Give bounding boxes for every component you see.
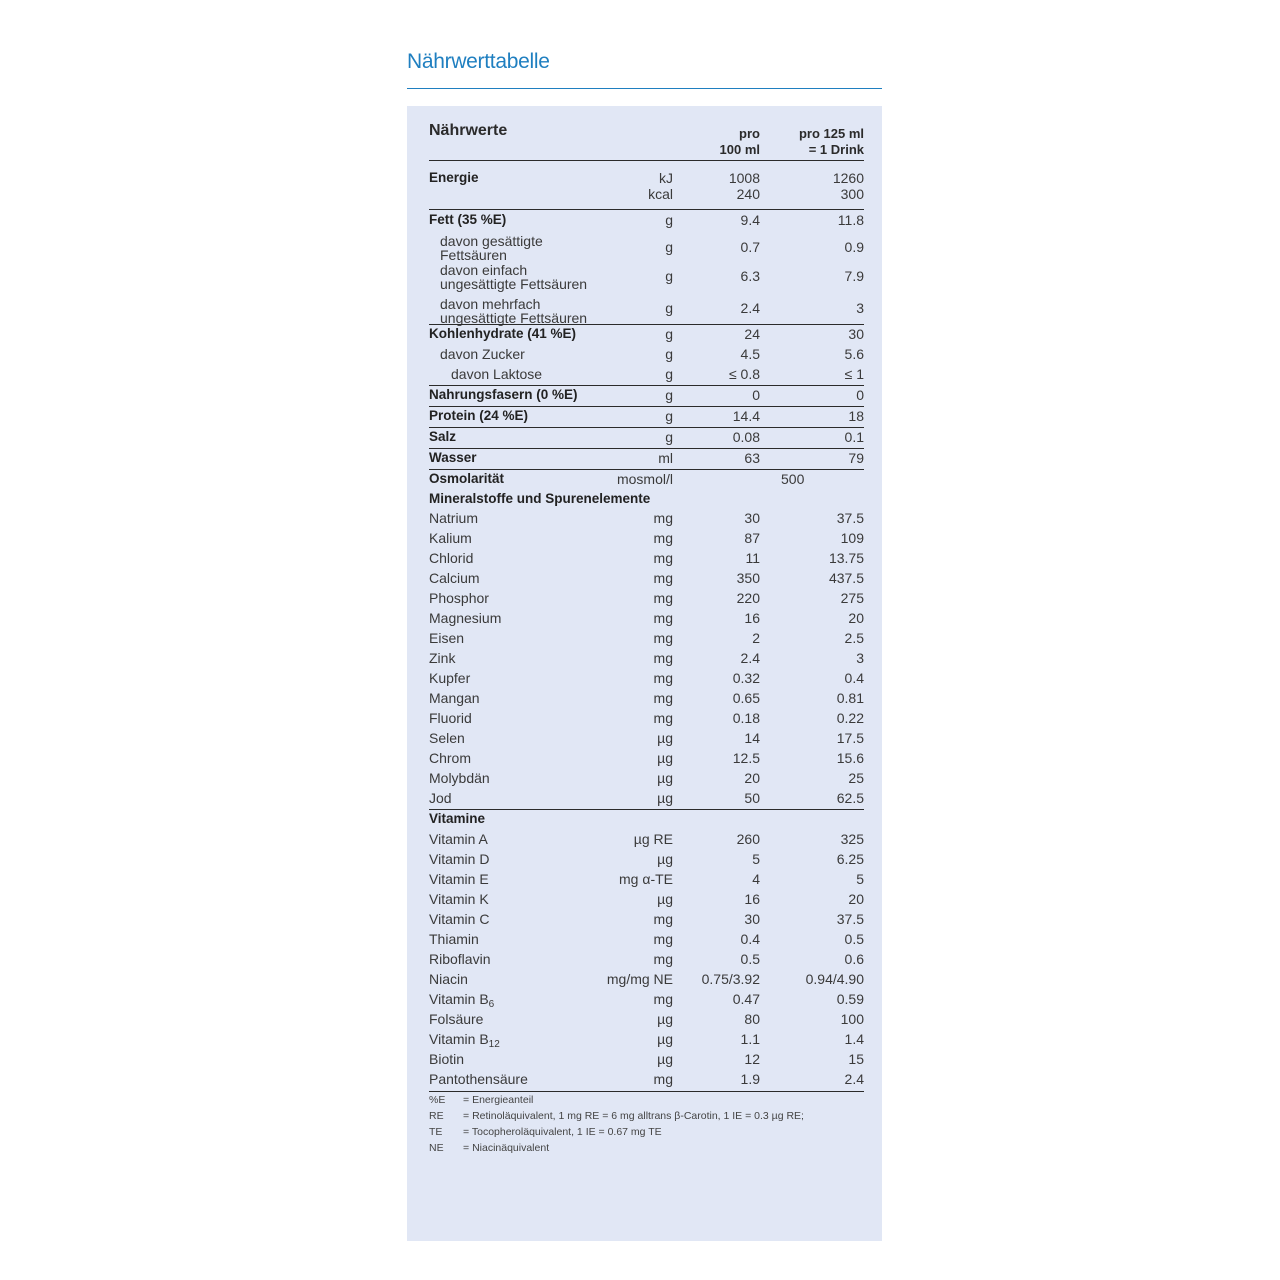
row-value-drink: 17.5 <box>836 730 864 746</box>
row-value-100ml: 4 <box>752 871 760 887</box>
table-row <box>429 749 864 769</box>
row-value-drink: 0.59 <box>836 991 864 1007</box>
row-label: Vitamin C <box>429 911 490 927</box>
row-value-drink: 0.5 <box>844 931 864 947</box>
row-value-drink: 6.25 <box>836 851 864 867</box>
table-row <box>429 569 864 589</box>
row-label: Zink <box>429 650 456 666</box>
row-label: Vitamin D <box>429 851 490 867</box>
row-label: davon einfach ungesättigte Fettsäuren <box>440 262 588 292</box>
row-value-100ml: 2.4 <box>740 300 760 316</box>
row-unit: µg <box>657 851 673 867</box>
row-value-drink: 3 <box>856 300 864 316</box>
row-label: Magnesium <box>429 610 502 626</box>
row-label: Biotin <box>429 1051 465 1067</box>
row-label: Pantothensäure <box>429 1071 528 1087</box>
row-unit: µg <box>657 790 673 806</box>
row-label: Vitamin K <box>429 891 489 907</box>
table-row <box>429 970 864 990</box>
row-value-drink: 11.8 <box>837 212 864 228</box>
title-divider <box>407 88 882 89</box>
row-value-100ml: 2.4 <box>740 650 760 666</box>
row-unit: µg <box>657 750 673 766</box>
row-unit: µg <box>657 1031 673 1047</box>
row-value-100ml: 9.4 <box>740 212 760 228</box>
row-value-drink: 20 <box>848 891 864 907</box>
row-value-100ml: 1.9 <box>740 1071 760 1087</box>
table-row <box>429 549 864 569</box>
table-row <box>429 529 864 549</box>
footnote <box>429 1124 804 1140</box>
footnote-equals: = <box>463 1142 473 1154</box>
table-row <box>429 910 864 930</box>
table-row <box>429 950 864 970</box>
table-row <box>429 365 864 385</box>
energy-value-100ml: 1008 240 <box>728 170 760 202</box>
row-label: Chlorid <box>429 550 474 566</box>
row-value-100ml: 14.4 <box>732 408 760 424</box>
energy-units: kJ kcal <box>648 170 673 202</box>
footnote-equals: = <box>463 1094 473 1106</box>
row-value-drink: 20 <box>848 610 864 626</box>
row-value-100ml: 16 <box>744 610 760 626</box>
row-label: Vitamin A <box>429 831 488 847</box>
row-value-100ml: 14 <box>744 730 760 746</box>
row-value-drink: 79 <box>848 450 864 466</box>
row-label: Riboflavin <box>429 951 491 967</box>
row-label: Vitamin $B_6$ <box>429 991 495 1010</box>
footnote-key: TE <box>429 1126 443 1138</box>
row-value-drink: 30 <box>848 326 864 342</box>
row-label: Niacin <box>429 971 468 987</box>
row-value-drink: 62.5 <box>836 790 864 806</box>
row-unit: mg/mg NE <box>606 971 673 987</box>
table-row <box>429 729 864 749</box>
row-value-drink: 5.6 <box>844 346 864 362</box>
row-value-drink: 1.4 <box>844 1031 864 1047</box>
table-row <box>429 262 864 291</box>
row-label: davon Laktose <box>451 366 543 382</box>
table-row <box>429 385 864 406</box>
row-value-drink: 2.4 <box>844 1071 864 1087</box>
row-unit: mosmol/l <box>616 471 673 487</box>
row-value-100ml: 11 <box>745 550 760 566</box>
row-unit: g <box>665 326 673 342</box>
row-value-100ml: 30 <box>744 510 760 526</box>
table-row <box>429 427 864 448</box>
row-value-100ml: 350 <box>736 570 760 586</box>
row-unit: g <box>665 408 673 424</box>
row-value-100ml: 0.65 <box>732 690 760 706</box>
row-value-drink: 0.1 <box>844 429 864 445</box>
footnote-key: RE <box>429 1110 444 1122</box>
table-row <box>429 1010 864 1030</box>
footnote <box>429 1108 804 1124</box>
row-unit: mg α-TE <box>619 871 673 887</box>
row-label: Folsäure <box>429 1011 484 1027</box>
row-unit: µg <box>657 730 673 746</box>
row-unit: g <box>665 212 673 228</box>
row-label: Osmolarität <box>429 471 505 486</box>
row-unit: g <box>665 300 673 316</box>
table-row <box>429 990 864 1010</box>
row-value-100ml: 12.5 <box>732 750 760 766</box>
row-value-100ml: 0.32 <box>732 670 760 686</box>
footnote-equals: = <box>463 1110 473 1122</box>
row-label: Salz <box>429 429 457 444</box>
row-value-100ml: 4.5 <box>740 346 760 362</box>
row-label: davon mehrfach ungesättigte Fettsäuren <box>440 296 588 326</box>
row-unit: µg <box>657 1011 673 1027</box>
row-value-drink: 37.5 <box>836 510 864 526</box>
row-label: Kalium <box>429 530 472 546</box>
row-value-100ml: 0.4 <box>740 931 760 947</box>
row-unit: mg <box>653 1071 673 1087</box>
row-unit: µg <box>657 1051 673 1067</box>
row-value-100ml: 0.18 <box>732 710 760 726</box>
row-label: Thiamin <box>429 931 479 947</box>
row-value-drink: 275 <box>840 590 864 606</box>
row-value-100ml: 30 <box>744 911 760 927</box>
table-row <box>429 1070 864 1091</box>
row-unit: g <box>665 346 673 362</box>
row-value-100ml: 6.3 <box>740 268 760 284</box>
row-value-100ml: ≤ 0.8 <box>728 366 760 382</box>
row-unit: µg RE <box>633 831 673 847</box>
row-value-drink: 13.75 <box>828 550 864 566</box>
row-value-100ml: 0.47 <box>732 991 760 1007</box>
row-label: Fett (35 %E) <box>429 212 507 227</box>
row-unit: g <box>665 429 673 445</box>
row-unit: mg <box>653 931 673 947</box>
row-unit: mg <box>653 530 673 546</box>
row-unit: ml <box>658 450 673 466</box>
row-value-drink: 5 <box>856 871 864 887</box>
row-value-drink: 437.5 <box>828 570 864 586</box>
row-value-100ml: 0.7 <box>740 239 760 255</box>
table-row <box>429 345 864 365</box>
row-value-drink: 0.6 <box>844 951 864 967</box>
row-unit: mg <box>653 550 673 566</box>
row-value-drink: 100 <box>840 1011 864 1027</box>
row-label: davon Zucker <box>440 346 525 362</box>
row-label: Jod <box>429 790 452 806</box>
nutrition-panel <box>407 106 882 1241</box>
row-value-100ml: 5 <box>752 851 760 867</box>
table-row <box>429 830 864 850</box>
header-col-per-drink: pro 125 ml = 1 Drink <box>798 126 864 157</box>
row-value-100ml: 20 <box>744 770 760 786</box>
footnote <box>429 1140 804 1156</box>
row-value-100ml: 12 <box>744 1051 760 1067</box>
footnote-equals: = <box>463 1126 472 1138</box>
row-unit: mg <box>653 670 673 686</box>
table-row <box>429 629 864 649</box>
row-value-drink: 0.9 <box>844 239 864 255</box>
row-label: Protein (24 %E) <box>429 408 529 423</box>
row-unit: mg <box>653 991 673 1007</box>
table-row <box>429 789 864 809</box>
table-row <box>429 769 864 789</box>
row-value-combined: 500 <box>781 471 805 487</box>
row-value-drink: 0.94/4.90 <box>805 971 864 987</box>
row-unit: µg <box>657 891 673 907</box>
row-label: Eisen <box>429 630 465 646</box>
row-unit: g <box>665 387 673 403</box>
row-label-subscript: 6 <box>488 999 495 1010</box>
row-unit: g <box>665 366 673 382</box>
row-unit: mg <box>653 650 673 666</box>
row-value-100ml: 0.75/3.92 <box>701 971 760 987</box>
header-label: Nährwerte <box>429 122 508 139</box>
table-row <box>429 469 864 490</box>
table-row <box>429 490 864 509</box>
row-label: Vitamin E <box>429 871 489 887</box>
table-row <box>429 709 864 729</box>
table-header <box>429 120 864 160</box>
row-unit: mg <box>653 570 673 586</box>
table-row <box>429 669 864 689</box>
table-row <box>429 609 864 629</box>
row-value-100ml: 0.08 <box>732 429 760 445</box>
row-label: Chrom <box>429 750 472 766</box>
table-row <box>429 233 864 262</box>
table-row <box>429 689 864 709</box>
table-row <box>429 890 864 910</box>
row-value-drink: 15.6 <box>836 750 864 766</box>
table-row <box>429 1030 864 1050</box>
row-value-100ml: 220 <box>736 590 760 606</box>
row-label: Mineralstoffe und Spurenelemente <box>429 491 651 506</box>
row-value-100ml: 50 <box>744 790 760 806</box>
row-label: Vitamine <box>429 811 486 826</box>
table-row <box>429 1050 864 1070</box>
row-value-drink: 0 <box>856 387 864 403</box>
row-label: Phosphor <box>429 590 489 606</box>
footnote-key: NE <box>429 1142 444 1154</box>
row-unit: mg <box>653 510 673 526</box>
footnote <box>429 1092 804 1108</box>
table-row <box>429 809 864 830</box>
table-row <box>429 850 864 870</box>
table-row <box>429 448 864 469</box>
energy-row <box>429 160 864 209</box>
row-label: Mangan <box>429 690 480 706</box>
row-value-drink: 18 <box>848 408 864 424</box>
footnote-text: Tocopheroläquivalent, 1 IE = 0.67 mg TE <box>471 1126 662 1138</box>
energy-label: Energie <box>429 170 479 185</box>
row-unit: mg <box>653 630 673 646</box>
row-value-100ml: 1.1 <box>740 1031 760 1047</box>
row-unit: mg <box>653 610 673 626</box>
table-row <box>429 291 864 324</box>
row-value-100ml: 0.5 <box>740 951 760 967</box>
footnote-text: Niacinäquivalent <box>472 1142 550 1154</box>
row-label: Fluorid <box>429 710 472 726</box>
row-value-drink: ≤ 1 <box>844 366 864 382</box>
header-col-per-100ml: pro 100 ml <box>719 126 760 157</box>
table-row <box>429 870 864 890</box>
row-value-100ml: 80 <box>744 1011 760 1027</box>
table-row <box>429 930 864 950</box>
row-unit: µg <box>657 770 673 786</box>
energy-value-drink: 1260 300 <box>832 170 864 202</box>
row-value-drink: 3 <box>856 650 864 666</box>
row-label: Calcium <box>429 570 480 586</box>
row-unit: g <box>665 268 673 284</box>
row-unit: mg <box>653 590 673 606</box>
row-label: Wasser <box>429 450 477 465</box>
row-label: Natrium <box>429 510 479 526</box>
row-value-drink: 37.5 <box>836 911 864 927</box>
row-unit: mg <box>653 911 673 927</box>
row-value-100ml: 2 <box>752 630 760 646</box>
row-value-drink: 0.22 <box>836 710 864 726</box>
row-label: Nahrungsfasern (0 %E) <box>429 387 578 402</box>
footnote-text: Retinoläquivalent, 1 mg RE = 6 mg alltrans β-Carotin, 1 IE = 0.3 µg RE; <box>472 1110 804 1122</box>
nutrition-table <box>429 120 864 1092</box>
row-label: davon gesättigte Fettsäuren <box>440 233 543 263</box>
table-row <box>429 324 864 345</box>
row-label: Selen <box>429 730 465 746</box>
row-value-drink: 7.9 <box>844 268 864 284</box>
row-value-drink: 2.5 <box>844 630 864 646</box>
row-value-100ml: 260 <box>736 831 760 847</box>
row-value-drink: 25 <box>848 770 864 786</box>
row-label: Vitamin $B_{12}$ <box>429 1031 500 1050</box>
table-row <box>429 209 864 233</box>
row-label: Molybdän <box>429 770 490 786</box>
footnote-text: Energieanteil <box>472 1094 534 1106</box>
row-label-subscript: 12 <box>488 1039 500 1050</box>
row-value-100ml: 0 <box>752 387 760 403</box>
row-unit: mg <box>653 710 673 726</box>
footnotes <box>429 1092 804 1156</box>
row-value-drink: 0.81 <box>836 690 864 706</box>
row-unit: mg <box>653 951 673 967</box>
page-title: Nährwerttabelle <box>407 50 550 73</box>
row-value-drink: 15 <box>848 1051 864 1067</box>
row-value-drink: 325 <box>840 831 864 847</box>
row-value-drink: 109 <box>840 530 864 546</box>
table-row <box>429 509 864 529</box>
row-unit: mg <box>653 690 673 706</box>
row-unit: g <box>665 239 673 255</box>
row-value-100ml: 63 <box>744 450 760 466</box>
table-row <box>429 649 864 669</box>
row-value-100ml: 87 <box>744 530 760 546</box>
row-label: Kupfer <box>429 670 471 686</box>
row-value-100ml: 16 <box>744 891 760 907</box>
table-row <box>429 589 864 609</box>
table-row <box>429 406 864 427</box>
row-label: Kohlenhydrate (41 %E) <box>429 326 577 341</box>
row-value-100ml: 24 <box>744 326 760 342</box>
row-value-drink: 0.4 <box>844 670 864 686</box>
footnote-key: %E <box>429 1094 446 1106</box>
